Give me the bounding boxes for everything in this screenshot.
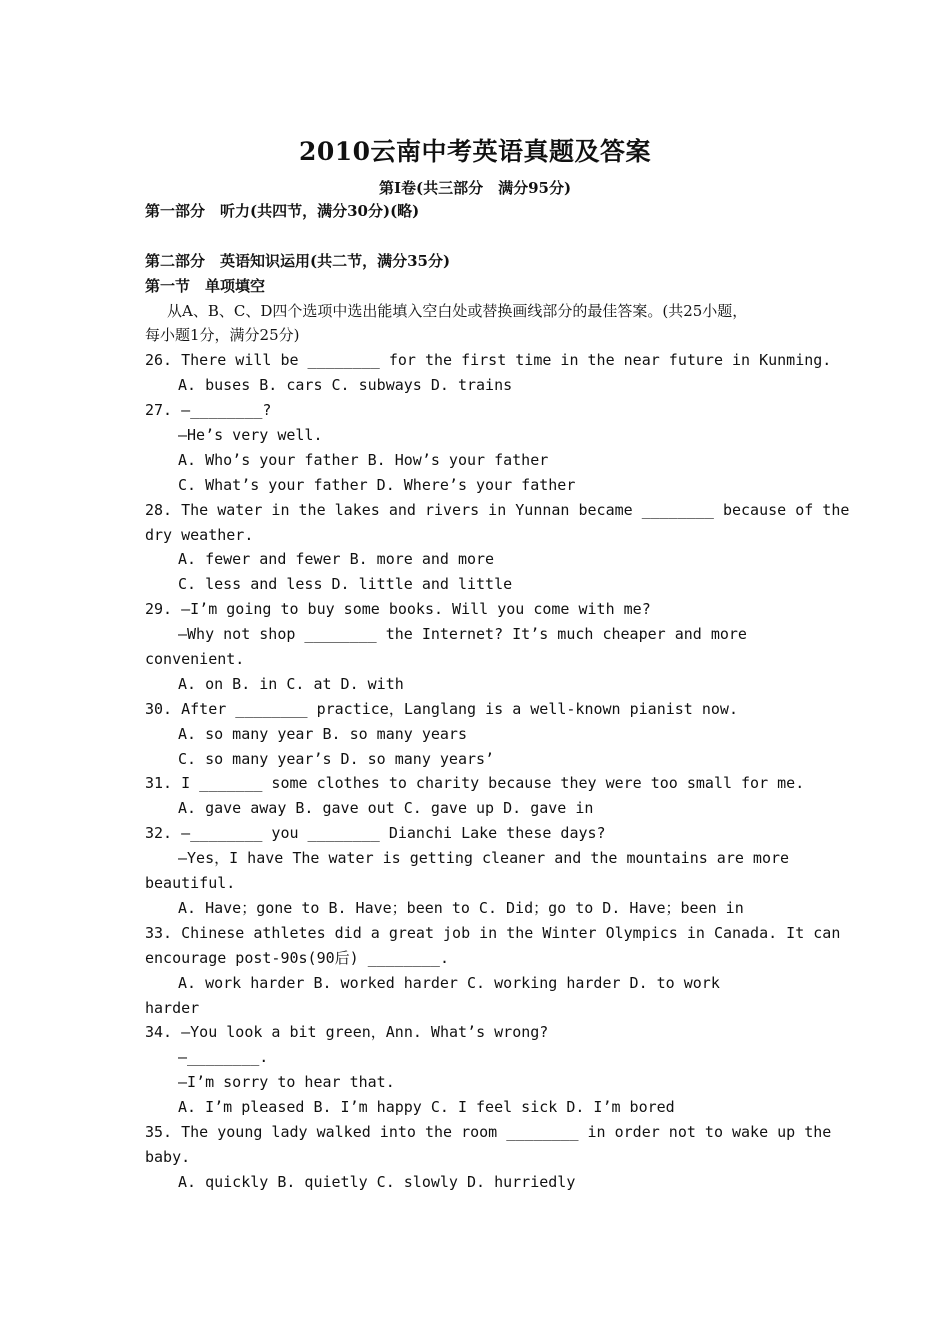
question-35-stem: 35. The young lady walked into the room ________ in order not to wake up the (145, 1122, 832, 1141)
question-28-stem: 28. The water in the lakes and rivers in Yunnan became ________ because of the (145, 500, 850, 519)
question-28-options: A. fewer and fewer B. more and more (178, 550, 495, 569)
question-30-options: C. so many year’s D. so many years’ (178, 749, 495, 768)
question-33-stem: 33. Chinese athletes did a great job in the Winter Olympics in Canada. It can (145, 923, 841, 942)
section1-heading: 第一节 单项填空 (145, 276, 266, 295)
question-29-stem: 29. —I’m going to buy some books. Will you come with me? (145, 600, 651, 619)
question-34-reply: —I’m sorry to hear that. (178, 1073, 395, 1092)
instruction-line: 从A、B、C、D四个选项中选出能填入空白处或替换画线部分的最佳答案。(共25小题， (167, 301, 748, 320)
question-27-reply: —He’s very well. (178, 426, 323, 445)
question-30-stem: 30. After ________ practice，Langlang is a well-known pianist now. (145, 699, 738, 718)
question-32-continuation: beautiful. (145, 874, 236, 893)
question-32-stem: 32. —________ you ________ Dianchi Lake these days? (145, 824, 606, 843)
question-32-reply: —Yes，I have The water is getting cleaner and the mountains are more (178, 849, 790, 868)
exam-body (145, 199, 850, 1195)
instruction-line: 每小题1分，满分25分) (145, 326, 300, 345)
question-26-options: A. buses B. cars C. subways D. trains (178, 376, 513, 395)
question-29-continuation: convenient. (145, 650, 245, 669)
question-34-reply: —________. (178, 1048, 269, 1067)
question-33-options: A. work harder B. worked harder C. working harder D. to work (178, 973, 720, 992)
question-33-continuation: harder (145, 998, 200, 1017)
question-27-stem: 27. —________? (145, 401, 272, 420)
part2-heading: 第二部分 英语知识运用(共二节，满分35分) (145, 251, 451, 270)
question-32-options: A. Have；gone to B. Have；been to C. Did；go to D. Have；been in (178, 898, 744, 917)
question-33-continuation: encourage post-90s(90后) ________. (145, 948, 449, 967)
question-27-options: A. Who’s your father B. How’s your father (178, 450, 549, 469)
question-31-options: A. gave away B. gave out C. gave up D. gave in (178, 799, 594, 818)
question-29-reply: —Why not shop ________ the Internet? It’s much cheaper and more (178, 625, 747, 644)
question-31-stem: 31. I _______ some clothes to charity because they were too small for me. (145, 774, 805, 793)
question-26-stem: 26. There will be ________ for the first time in the near future in Kunming. (145, 351, 832, 370)
spacer (145, 224, 810, 249)
question-30-options: A. so many year B. so many years (178, 724, 467, 743)
question-28-continuation: dry weather. (145, 525, 254, 544)
question-34-stem: 34. —You look a bit green，Ann. What’s wrong? (145, 1023, 549, 1042)
question-27-options: C. What’s your father D. Where’s your father (178, 475, 576, 494)
question-28-options: C. less and less D. little and little (178, 575, 513, 594)
part1-heading: 第一部分 听力(共四节，满分30分)(略) (145, 202, 420, 220)
question-29-options: A. on B. in C. at D. with (178, 674, 404, 693)
question-35-continuation: baby. (145, 1147, 191, 1166)
document-title: 2010云南中考英语真题及答案 (298, 137, 652, 166)
question-34-options: A. I’m pleased B. I’m happy C. I feel sick D. I’m bored (178, 1098, 675, 1117)
question-35-options: A. quickly B. quietly C. slowly D. hurriedly (178, 1172, 576, 1191)
paper-subtitle: 第Ⅰ卷(共三部分 满分95分) (378, 179, 572, 197)
